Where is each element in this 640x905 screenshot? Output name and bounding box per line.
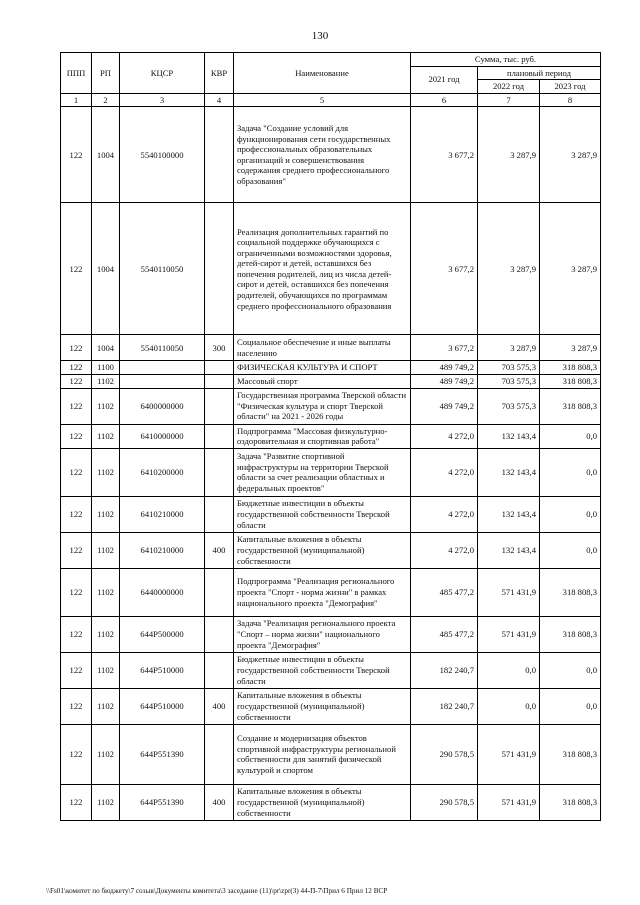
- cell-y2023: 0,0: [540, 652, 601, 688]
- table-body: [61, 107, 601, 820]
- cell-name: Бюджетные инвестиции в объекты государственной собственности Тверской области: [234, 652, 411, 688]
- cell-ppp: 122: [61, 203, 92, 335]
- col-header-sum: Сумма, тыс. руб.: [411, 53, 601, 67]
- cell-y2021: 3 677,2: [411, 107, 478, 203]
- cell-kcsr: [120, 361, 205, 375]
- table-row: [61, 448, 601, 496]
- cell-ppp: 122: [61, 616, 92, 652]
- cell-y2023: 3 287,9: [540, 203, 601, 335]
- cell-y2021: 290 578,5: [411, 784, 478, 820]
- cell-y2022: 0,0: [478, 688, 540, 724]
- col-header-2023: 2023 год: [540, 80, 601, 94]
- col-number: 6: [411, 93, 478, 107]
- col-header-2022: 2022 год: [478, 80, 540, 94]
- cell-kcsr: 644P510000: [120, 652, 205, 688]
- page-number: 130: [311, 30, 329, 42]
- cell-rp: 1102: [92, 616, 120, 652]
- cell-name: Государственная программа Тверской области "Физическая культура и спорт Тверской области" на 2021 - 2026 годы: [234, 388, 411, 424]
- cell-name: Капитальные вложения в объекты государственной (муниципальной) собственности: [234, 784, 411, 820]
- cell-ppp: 122: [61, 424, 92, 448]
- cell-rp: 1004: [92, 203, 120, 335]
- cell-rp: 1102: [92, 784, 120, 820]
- cell-kcsr: 6440000000: [120, 568, 205, 616]
- cell-ppp: 122: [61, 374, 92, 388]
- cell-name: Бюджетные инвестиции в объекты государственной собственности Тверской области: [234, 496, 411, 532]
- col-number: 4: [205, 93, 234, 107]
- cell-ppp: 122: [61, 532, 92, 568]
- cell-ppp: 122: [61, 388, 92, 424]
- cell-y2021: 3 677,2: [411, 335, 478, 361]
- table-row: [61, 532, 601, 568]
- col-number: 3: [120, 93, 205, 107]
- cell-y2022: 703 575,3: [478, 388, 540, 424]
- cell-rp: 1004: [92, 335, 120, 361]
- table-row: [61, 335, 601, 361]
- cell-y2022: 571 431,9: [478, 784, 540, 820]
- cell-name: Реализация дополнительных гарантий по социальной поддержке обучающихся с ограниченными возможностями здоровья, детей-сирот и детей, оставшихся без попечения родителей, лиц из числа детей-сирот и детей, оставшихся без попечения родителей, обучающихся по программам среднего профессионального образования: [234, 203, 411, 335]
- cell-name: Подпрограмма "Массовая физкультурно-оздоровительная и спортивная работа": [234, 424, 411, 448]
- table-row: [61, 652, 601, 688]
- col-header-kcsr: КЦСР: [120, 53, 205, 94]
- col-number: 8: [540, 93, 601, 107]
- cell-y2023: 318 808,3: [540, 616, 601, 652]
- cell-name: Капитальные вложения в объекты государственной (муниципальной) собственности: [234, 688, 411, 724]
- cell-ppp: 122: [61, 568, 92, 616]
- cell-kcsr: [120, 374, 205, 388]
- cell-y2021: 485 477,2: [411, 616, 478, 652]
- cell-kvr: [205, 107, 234, 203]
- table-row: [61, 107, 601, 203]
- cell-y2023: 318 808,3: [540, 568, 601, 616]
- table-row: [61, 616, 601, 652]
- cell-kcsr: 644P551390: [120, 724, 205, 784]
- cell-y2023: 3 287,9: [540, 107, 601, 203]
- col-header-2021: 2021 год: [411, 66, 478, 93]
- col-number: 7: [478, 93, 540, 107]
- cell-y2021: 182 240,7: [411, 652, 478, 688]
- cell-ppp: 122: [61, 652, 92, 688]
- cell-kvr: 400: [205, 784, 234, 820]
- cell-y2021: 489 749,2: [411, 361, 478, 375]
- cell-kvr: [205, 374, 234, 388]
- cell-rp: 1102: [92, 496, 120, 532]
- cell-ppp: 122: [61, 448, 92, 496]
- cell-rp: 1102: [92, 424, 120, 448]
- cell-kvr: [205, 361, 234, 375]
- cell-name: Задача "Реализация регионального проекта "Спорт – норма жизни" национального проекта "Демография": [234, 616, 411, 652]
- cell-y2022: 132 143,4: [478, 424, 540, 448]
- cell-y2022: 132 143,4: [478, 496, 540, 532]
- cell-y2021: 4 272,0: [411, 448, 478, 496]
- cell-y2021: 290 578,5: [411, 724, 478, 784]
- table-row: [61, 361, 601, 375]
- col-header-rp: РП: [92, 53, 120, 94]
- cell-kcsr: 644P500000: [120, 616, 205, 652]
- cell-name: Подпрограмма "Реализация регионального проекта "Спорт - норма жизни" в рамках национального проекта "Демография": [234, 568, 411, 616]
- col-header-ppp: ППП: [61, 53, 92, 94]
- cell-y2021: 4 272,0: [411, 532, 478, 568]
- table-row: [61, 424, 601, 448]
- cell-y2023: 0,0: [540, 532, 601, 568]
- table-row: [61, 374, 601, 388]
- cell-y2022: 571 431,9: [478, 616, 540, 652]
- cell-ppp: 122: [61, 784, 92, 820]
- cell-rp: 1102: [92, 448, 120, 496]
- cell-y2023: 0,0: [540, 688, 601, 724]
- cell-ppp: 122: [61, 724, 92, 784]
- cell-ppp: 122: [61, 107, 92, 203]
- col-number: 1: [61, 93, 92, 107]
- cell-kvr: [205, 448, 234, 496]
- cell-y2022: 3 287,9: [478, 107, 540, 203]
- cell-kvr: [205, 616, 234, 652]
- cell-y2023: 318 808,3: [540, 388, 601, 424]
- cell-kcsr: 6410210000: [120, 496, 205, 532]
- cell-y2021: 4 272,0: [411, 424, 478, 448]
- column-number-row: [61, 93, 601, 107]
- cell-kcsr: 6410000000: [120, 424, 205, 448]
- cell-rp: 1102: [92, 652, 120, 688]
- cell-y2022: 3 287,9: [478, 335, 540, 361]
- cell-name: Задача "Создание условий для функционирования сети государственных профессиональных образовательных организаций и совершенствования содержания среднего профессионального образования": [234, 107, 411, 203]
- cell-kcsr: 5540100000: [120, 107, 205, 203]
- cell-rp: 1102: [92, 724, 120, 784]
- cell-y2023: 3 287,9: [540, 335, 601, 361]
- cell-kcsr: 6410210000: [120, 532, 205, 568]
- cell-name: Задача "Развитие спортивной инфраструктуры на территории Тверской области за счет реализации областных и федеральных проектов": [234, 448, 411, 496]
- cell-y2021: 3 677,2: [411, 203, 478, 335]
- cell-y2022: 132 143,4: [478, 532, 540, 568]
- file-path-footer: \\Fs01\комитет по бюджету\7 созыв\Документы комитета\3 заседание (11)\pr\zpr(3) 44-П-7\Прил 6 Прил 12 ВСР: [46, 887, 388, 895]
- cell-kvr: [205, 652, 234, 688]
- cell-rp: 1102: [92, 388, 120, 424]
- cell-y2023: 318 808,3: [540, 361, 601, 375]
- cell-y2022: 132 143,4: [478, 448, 540, 496]
- cell-kcsr: 644P551390: [120, 784, 205, 820]
- cell-y2021: 489 749,2: [411, 374, 478, 388]
- cell-kvr: [205, 496, 234, 532]
- cell-y2022: 3 287,9: [478, 203, 540, 335]
- cell-y2023: 318 808,3: [540, 374, 601, 388]
- cell-rp: 1102: [92, 532, 120, 568]
- cell-kvr: 400: [205, 532, 234, 568]
- cell-kvr: [205, 203, 234, 335]
- cell-y2021: 182 240,7: [411, 688, 478, 724]
- table-row: [61, 496, 601, 532]
- table-row: [61, 688, 601, 724]
- col-header-name: Наименование: [234, 53, 411, 94]
- cell-kvr: 400: [205, 688, 234, 724]
- table-row: [61, 568, 601, 616]
- cell-kvr: [205, 424, 234, 448]
- cell-y2023: 318 808,3: [540, 784, 601, 820]
- cell-ppp: 122: [61, 361, 92, 375]
- cell-y2021: 489 749,2: [411, 388, 478, 424]
- cell-ppp: 122: [61, 335, 92, 361]
- cell-kvr: [205, 724, 234, 784]
- cell-kvr: [205, 568, 234, 616]
- cell-rp: 1102: [92, 688, 120, 724]
- col-header-planned: плановый период: [478, 66, 601, 80]
- cell-y2023: 0,0: [540, 496, 601, 532]
- table-row: [61, 388, 601, 424]
- cell-name: Социальное обеспечение и иные выплаты населению: [234, 335, 411, 361]
- cell-y2021: 4 272,0: [411, 496, 478, 532]
- cell-y2023: 318 808,3: [540, 724, 601, 784]
- cell-kcsr: 6400000000: [120, 388, 205, 424]
- table-header: [61, 53, 601, 107]
- col-number: 2: [92, 93, 120, 107]
- cell-kcsr: 644P510000: [120, 688, 205, 724]
- budget-table: [60, 52, 601, 821]
- table-row: [61, 784, 601, 820]
- cell-y2022: 703 575,3: [478, 374, 540, 388]
- col-header-kvr: КВР: [205, 53, 234, 94]
- cell-name: Массовый спорт: [234, 374, 411, 388]
- cell-name: Создание и модернизация объектов спортивной инфраструктуры региональной собственности для занятий физической культурой и спортом: [234, 724, 411, 784]
- col-number: 5: [234, 93, 411, 107]
- table-row: [61, 203, 601, 335]
- cell-y2023: 0,0: [540, 448, 601, 496]
- cell-rp: 1102: [92, 374, 120, 388]
- cell-kvr: 300: [205, 335, 234, 361]
- cell-y2022: 571 431,9: [478, 724, 540, 784]
- cell-y2021: 485 477,2: [411, 568, 478, 616]
- cell-kcsr: 6410200000: [120, 448, 205, 496]
- cell-kcsr: 5540110050: [120, 203, 205, 335]
- cell-y2022: 703 575,3: [478, 361, 540, 375]
- cell-name: ФИЗИЧЕСКАЯ КУЛЬТУРА И СПОРТ: [234, 361, 411, 375]
- cell-rp: 1100: [92, 361, 120, 375]
- table-row: [61, 724, 601, 784]
- cell-kvr: [205, 388, 234, 424]
- cell-kcsr: 5540110050: [120, 335, 205, 361]
- cell-y2023: 0,0: [540, 424, 601, 448]
- cell-rp: 1102: [92, 568, 120, 616]
- cell-name: Капитальные вложения в объекты государственной (муниципальной) собственности: [234, 532, 411, 568]
- cell-rp: 1004: [92, 107, 120, 203]
- cell-ppp: 122: [61, 688, 92, 724]
- cell-ppp: 122: [61, 496, 92, 532]
- cell-y2022: 571 431,9: [478, 568, 540, 616]
- cell-y2022: 0,0: [478, 652, 540, 688]
